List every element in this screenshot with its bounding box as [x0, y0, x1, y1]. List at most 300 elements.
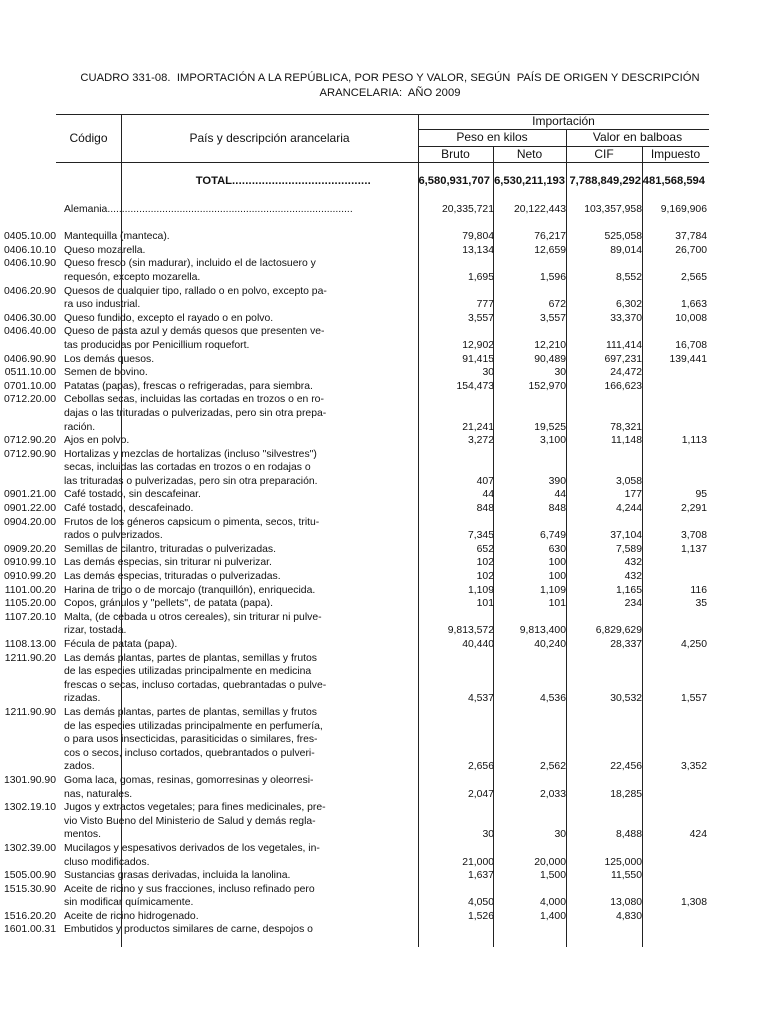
cell-neto: 101 [548, 598, 566, 610]
cell-impuesto [643, 883, 708, 897]
cell-neto: 12,659 [534, 244, 566, 256]
cell-neto: 3,557 [539, 312, 566, 324]
cell-bruto: 848 [476, 503, 494, 515]
cell-bruto: 4,050 [467, 897, 494, 909]
cell-code [0, 407, 57, 421]
cell-description: sin modificar químicamente. [64, 897, 194, 909]
cell-code [0, 856, 57, 870]
cell-code: 0406.90.90 [3, 353, 56, 365]
cell-bruto [354, 801, 494, 815]
table-row [0, 285, 768, 299]
table-row [0, 407, 768, 421]
cell-description: Café tostado, sin descafeinar. [64, 489, 201, 501]
cell-description: Queso de pasta azul y demás quesos que presenten ve- [64, 326, 325, 338]
cell-cif [567, 652, 643, 666]
table-row [0, 339, 768, 353]
table-row [0, 842, 768, 856]
cell-neto: 12,210 [534, 339, 566, 351]
header-bottom-rule [56, 162, 709, 163]
cell-code: 1601.00.31 [3, 924, 56, 936]
cell-bruto: 13,134 [462, 244, 494, 256]
cell-description: Queso mozarella. [64, 244, 146, 256]
cell-neto: 19,525 [534, 421, 566, 433]
cell-impuesto: 2,291 [680, 503, 707, 515]
table-row [0, 815, 768, 829]
cell-cif [567, 720, 643, 734]
cell-impuesto [643, 652, 708, 666]
cell-description: Los demás quesos. [64, 353, 155, 365]
table-row [0, 856, 768, 870]
cell-code: 0904.20.00 [3, 516, 56, 528]
cell-cif: 37,104 [610, 530, 642, 542]
cell-bruto: 21,000 [462, 856, 494, 868]
cell-bruto [354, 652, 494, 666]
cell-code: 1211.90.90 [4, 706, 56, 718]
cell-neto: 100 [548, 571, 566, 583]
cell-bruto [354, 706, 494, 720]
cell-bruto: 777 [476, 299, 494, 311]
cell-cif: 525,058 [604, 231, 642, 243]
table-row [0, 692, 768, 706]
cell-cif: 24,472 [610, 367, 642, 379]
cell-description: frescas o secas, incluso cortadas, quebrantadas o pulve- [64, 679, 327, 691]
cell-bruto [354, 611, 494, 625]
cell-code: 0406.10.90 [3, 258, 56, 270]
cell-bruto [354, 733, 494, 747]
cell-cif [567, 257, 643, 271]
cell-code: 0406.30.00 [3, 312, 56, 324]
cell-code [0, 271, 57, 285]
cell-neto: 30 [554, 829, 566, 841]
cell-cif: 697,231 [604, 353, 642, 365]
cell-neto: 152,970 [528, 380, 566, 392]
table-row [0, 597, 768, 611]
cell-neto [494, 679, 567, 693]
cell-cif [567, 516, 643, 530]
table-row [0, 434, 768, 448]
cell-impuesto [643, 801, 708, 815]
cell-description: zados. [64, 761, 95, 773]
table-row [0, 570, 768, 584]
table-row [0, 910, 768, 924]
table-row [0, 516, 768, 530]
cell-cif: 18,285 [610, 788, 642, 800]
table-row [0, 883, 768, 897]
cell-neto: 1,596 [539, 271, 566, 283]
cell-description: Queso fundido, excepto el rayado o en polvo. [64, 312, 274, 324]
cell-neto [494, 720, 567, 734]
cell-neto [494, 448, 567, 462]
table-title [60, 71, 720, 101]
header-neto: Neto [516, 147, 543, 161]
table-row [0, 747, 768, 761]
cell-cif: 166,623 [604, 380, 642, 392]
cell-neto [494, 923, 567, 937]
table-row [0, 611, 768, 625]
table-row [0, 312, 768, 326]
cell-impuesto [643, 448, 708, 462]
table-row [0, 828, 768, 842]
cell-impuesto: 1,137 [680, 543, 707, 555]
cell-code: 0712.20.00 [3, 394, 56, 406]
cell-neto: 3,100 [539, 435, 566, 447]
cell-neto [494, 285, 567, 299]
cell-bruto: 154,473 [456, 380, 494, 392]
cell-code: 1107.20.10 [4, 611, 56, 623]
cell-bruto: 44 [482, 489, 494, 501]
table-row [0, 244, 768, 258]
cell-description: Semillas de cilantro, trituradas o pulverizadas. [64, 543, 276, 555]
cell-code [0, 624, 57, 638]
cell-code: 1301.90.90 [3, 774, 56, 786]
cell-impuesto [643, 393, 708, 407]
cell-bruto [354, 407, 494, 421]
cell-bruto: 3,272 [467, 435, 494, 447]
cell-description: Embutidos y productos similares de carne, despojos o [64, 924, 313, 936]
total-impuesto: 481,568,594 [642, 175, 705, 187]
cell-description: Queso fresco (sin madurar), incluido el de lactosuero y [64, 258, 316, 270]
cell-code: 0901.22.00 [3, 503, 56, 515]
cell-impuesto [643, 570, 708, 584]
header-peso: Peso en kilos [456, 130, 528, 144]
cell-description: o para usos insecticidas, parasiticidas o similares, fres- [64, 734, 318, 746]
table-row [0, 652, 768, 666]
cell-cif [567, 407, 643, 421]
cell-neto: 6,749 [539, 530, 566, 542]
cell-description: tas producidas por Penicillium roquefort. [64, 339, 250, 351]
table-row [0, 543, 768, 557]
cell-impuesto [643, 611, 708, 625]
cell-code [0, 788, 57, 802]
total-cif: 7,788,849,292 [569, 175, 641, 187]
cell-neto: 672 [548, 299, 566, 311]
cell-bruto [354, 516, 494, 530]
cell-bruto [354, 257, 494, 271]
cell-code [0, 339, 57, 353]
cell-cif [567, 461, 643, 475]
cell-bruto: 20,335,721 [441, 204, 494, 215]
cell-description: rizar, tostada. [64, 625, 127, 637]
cell-impuesto [643, 475, 708, 489]
cell-description: Café tostado, descafeinado. [64, 503, 194, 515]
cell-description: cos o secos, incluso cortados, quebrantados o pulveri- [64, 747, 315, 759]
cell-description: Malta, (de cebada u otros cereales), sin triturar ni pulve- [64, 611, 322, 623]
table-row [0, 393, 768, 407]
cell-cif [567, 611, 643, 625]
cell-description: Alemania..................................................................................... [64, 204, 353, 215]
cell-code: 1516.20.20 [3, 910, 56, 922]
cell-code [0, 747, 57, 761]
cell-impuesto: 95 [695, 489, 707, 501]
cell-bruto: 9,813,572 [447, 625, 494, 637]
cell-impuesto: 35 [695, 598, 707, 610]
cell-neto [494, 461, 567, 475]
cell-impuesto [643, 679, 708, 693]
cell-bruto: 1,637 [467, 870, 494, 882]
cell-code: 0406.10.10 [3, 244, 56, 256]
cell-neto: 1,400 [539, 910, 566, 922]
cell-impuesto [643, 733, 708, 747]
cell-description: Cebollas secas, incluidas las cortadas en trozos o en ro- [64, 394, 324, 406]
cell-cif: 6,829,629 [595, 625, 642, 637]
cell-code: 1515.30.90 [3, 883, 56, 895]
cell-neto [494, 407, 567, 421]
cell-description: dajas o las trituradas o pulverizadas, pero sin otra prepa- [64, 407, 327, 419]
table-row [0, 624, 768, 638]
cell-description: Harina de trigo o de morcajo (tranquillón), enriquecida. [64, 584, 316, 596]
table-row [0, 353, 768, 367]
cell-description: Sustancias grasas derivadas, incluida la lanolina. [64, 870, 291, 882]
cell-code: 1108.13.00 [4, 639, 56, 650]
total-bruto: 6,580,931,707 [418, 175, 490, 187]
cell-cif [567, 883, 643, 897]
cell-bruto: 1,526 [467, 910, 494, 922]
table-row [0, 733, 768, 747]
cell-bruto [354, 747, 494, 761]
cell-description: Aceite de ricino hidrogenado. [64, 910, 199, 922]
cell-code: 1211.90.20 [4, 652, 56, 664]
table-row [0, 257, 768, 271]
table-row [0, 271, 768, 285]
total-dots: .......................................... [232, 175, 371, 187]
cell-impuesto [643, 285, 708, 299]
cell-neto [494, 815, 567, 829]
table-row [0, 529, 768, 543]
table-row [0, 788, 768, 802]
cell-code: 1505.00.90 [3, 870, 56, 882]
cell-bruto: 40,440 [462, 639, 494, 650]
table-row [0, 421, 768, 435]
cell-impuesto [643, 747, 708, 761]
cell-cif: 8,552 [615, 271, 642, 283]
cell-cif: 432 [624, 571, 642, 583]
cell-bruto [354, 461, 494, 475]
cell-code [0, 421, 57, 435]
cell-code [0, 298, 57, 312]
cell-description: de las especies utilizadas principalmente en medicina [64, 666, 312, 678]
table-row [0, 448, 768, 462]
cell-code: 0901.21.00 [3, 489, 56, 501]
cell-neto: 20,000 [534, 856, 566, 868]
cell-code: 0712.90.90 [3, 448, 56, 460]
table-row [0, 774, 768, 788]
cell-description: vio Visto Bueno del Ministerio de Salud y demás regla- [64, 815, 316, 827]
cell-code [0, 828, 57, 842]
table-row [0, 720, 768, 734]
cell-neto: 2,033 [539, 788, 566, 800]
cell-cif: 8,488 [615, 829, 642, 841]
cell-impuesto: 26,700 [675, 244, 707, 256]
cell-impuesto [643, 923, 708, 937]
cell-cif: 103,357,958 [584, 204, 642, 215]
cell-bruto [354, 774, 494, 788]
cell-cif [567, 325, 643, 339]
cell-cif: 78,321 [610, 421, 642, 433]
cell-neto: 30 [554, 367, 566, 379]
cell-bruto: 2,047 [467, 788, 494, 800]
cell-impuesto [643, 665, 708, 679]
cell-neto: 76,217 [534, 231, 566, 243]
cell-cif [567, 285, 643, 299]
table-row [0, 679, 768, 693]
cell-neto: 100 [548, 557, 566, 569]
cell-neto [494, 706, 567, 720]
cell-neto: 390 [548, 475, 566, 487]
cell-bruto [354, 448, 494, 462]
cell-cif [567, 747, 643, 761]
cell-cif: 28,337 [610, 639, 642, 650]
cell-cif: 432 [624, 557, 642, 569]
cell-impuesto [643, 366, 708, 380]
cell-description: Mantequilla (manteca). [64, 231, 170, 243]
cell-neto: 4,536 [539, 693, 566, 705]
cell-code: 0406.40.00 [3, 326, 56, 338]
cell-impuesto: 1,663 [680, 299, 707, 311]
cell-neto [494, 801, 567, 815]
cell-description: secas, incluidas las cortadas en trozos o en rodajas o [64, 462, 311, 474]
cell-bruto: 407 [476, 475, 494, 487]
cell-cif [567, 665, 643, 679]
cell-impuesto: 3,352 [680, 761, 707, 773]
cell-impuesto [643, 516, 708, 530]
table-row [0, 475, 768, 489]
cell-code [0, 733, 57, 747]
cell-cif [567, 733, 643, 747]
cell-bruto [354, 679, 494, 693]
cell-code [0, 529, 57, 543]
cell-code: 1105.20.00 [4, 598, 56, 610]
cell-bruto: 102 [476, 571, 494, 583]
row-spacer [0, 217, 768, 231]
cell-description: cluso modificados. [64, 856, 150, 868]
cell-bruto: 4,537 [467, 693, 494, 705]
cell-impuesto: 37,784 [675, 231, 707, 243]
cell-bruto: 12,902 [462, 339, 494, 351]
cell-impuesto [643, 380, 708, 394]
cell-cif: 125,000 [604, 856, 642, 868]
cell-neto [494, 665, 567, 679]
cell-neto: 9,813,400 [519, 625, 566, 637]
table-row [0, 556, 768, 570]
table-row [0, 923, 768, 937]
cell-description: Las demás especias, sin triturar ni pulverizar. [64, 557, 272, 569]
cell-description: ración. [64, 421, 96, 433]
cell-code [0, 815, 57, 829]
cell-bruto [354, 883, 494, 897]
header-cif: CIF [594, 147, 614, 161]
cell-neto: 2,562 [539, 761, 566, 773]
cell-impuesto [643, 910, 708, 924]
cell-impuesto: 1,308 [680, 897, 707, 909]
cell-bruto [354, 720, 494, 734]
cell-neto: 4,000 [539, 897, 566, 909]
cell-code [0, 679, 57, 693]
table-row [0, 896, 768, 910]
cell-description: Semen de bovino. [64, 367, 148, 379]
cell-impuesto: 2,565 [680, 271, 707, 283]
cell-description: requesón, excepto mozarella. [64, 271, 201, 283]
cell-cif [567, 774, 643, 788]
table-row [0, 665, 768, 679]
cell-description: Hortalizas y mezclas de hortalizas (incluso "silvestres") [64, 448, 317, 460]
cell-code: 1302.19.10 [3, 802, 56, 814]
cell-bruto [354, 285, 494, 299]
cell-bruto [354, 923, 494, 937]
cell-neto [494, 516, 567, 530]
table-row [0, 325, 768, 339]
cell-description: rados o pulverizados. [64, 530, 163, 542]
cell-cif [567, 815, 643, 829]
cell-cif: 234 [624, 598, 642, 610]
cell-code: 0909.20.20 [3, 543, 56, 555]
cell-impuesto: 16,708 [675, 339, 707, 351]
table-row [0, 461, 768, 475]
cell-code [0, 896, 57, 910]
table-row [0, 380, 768, 394]
table-row [0, 638, 768, 652]
cell-neto [494, 842, 567, 856]
header-valor: Valor en balboas [592, 130, 683, 144]
cell-code: 1101.00.20 [4, 584, 56, 596]
cell-description: Las demás especias, trituradas o pulverizadas. [64, 571, 281, 583]
cell-neto: 90,489 [534, 353, 566, 365]
cell-impuesto [643, 815, 708, 829]
cell-code: 0910.99.20 [3, 571, 56, 583]
cell-impuesto: 1,557 [680, 693, 707, 705]
cell-code [0, 760, 57, 774]
total-text: TOTAL [195, 175, 232, 187]
cell-description: rizadas. [64, 693, 101, 705]
table-row [0, 502, 768, 516]
cell-description: Frutos de los géneros capsicum o pimenta, secos, tritu- [64, 516, 320, 528]
table-row [0, 488, 768, 502]
cell-impuesto [643, 461, 708, 475]
cell-bruto [354, 325, 494, 339]
cell-cif: 3,058 [615, 475, 642, 487]
cell-neto [494, 774, 567, 788]
cell-neto: 44 [554, 489, 566, 501]
cell-description: Aceite de ricino y sus fracciones, incluso refinado pero [64, 883, 315, 895]
cell-cif [567, 923, 643, 937]
cell-code [0, 720, 57, 734]
table-row [0, 801, 768, 815]
cell-description: Ajos en polvo. [64, 435, 130, 447]
cell-cif [567, 393, 643, 407]
cell-bruto: 3,557 [467, 312, 494, 324]
cell-bruto: 30 [482, 829, 494, 841]
header-bruto: Bruto [441, 147, 470, 161]
cell-neto [494, 733, 567, 747]
table-row [0, 230, 768, 244]
cell-neto: 630 [548, 543, 566, 555]
cell-impuesto: 139,441 [669, 353, 707, 365]
cell-bruto: 30 [482, 367, 494, 379]
cell-neto: 848 [548, 503, 566, 515]
cell-impuesto [643, 421, 708, 435]
table-row [0, 366, 768, 380]
table-row [0, 706, 768, 720]
table-row [0, 298, 768, 312]
cell-impuesto [643, 856, 708, 870]
cell-code [0, 475, 57, 489]
title-line-1: CUADRO 331-08. IMPORTACIÓN A LA REPÚBLICA, POR PESO Y VALOR, SEGÚN PAÍS DE ORIGEN Y DESCRIPCIÓN [80, 72, 700, 84]
cell-impuesto: 424 [689, 829, 707, 841]
cell-cif: 30,532 [610, 693, 642, 705]
total-neto: 6,530,211,193 [494, 175, 565, 187]
cell-cif: 4,244 [615, 503, 642, 515]
cell-description: mentos. [64, 829, 101, 841]
cell-impuesto [643, 624, 708, 638]
